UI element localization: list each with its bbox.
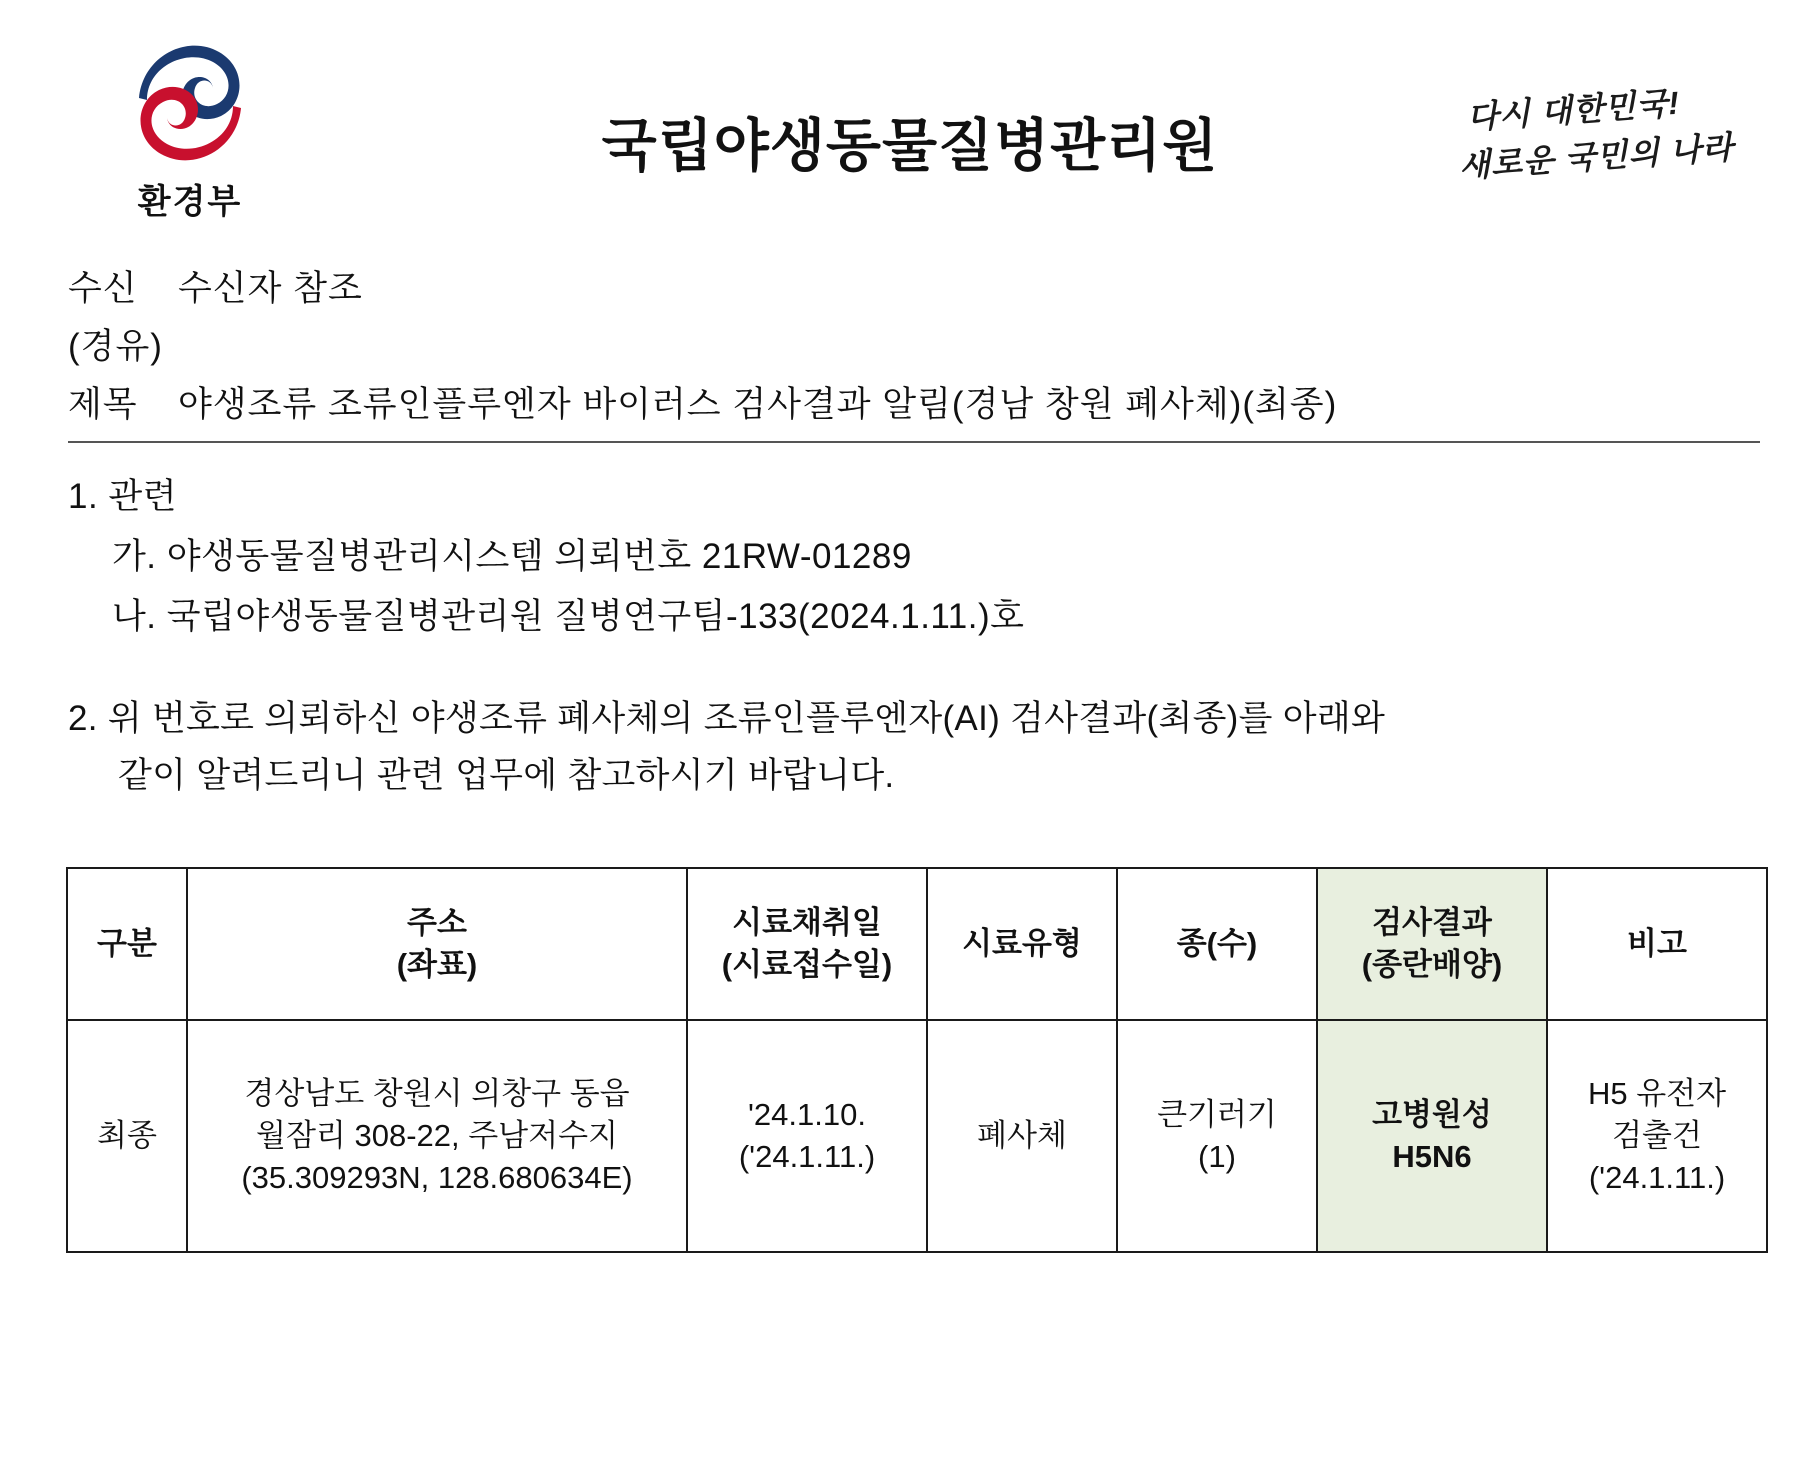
cell-address-line-1: 경상남도 창원시 의창구 동읍	[244, 1075, 630, 1111]
header-cell-species	[1117, 868, 1317, 1020]
subject-value: 야생조류 조류인플루엔자 바이러스 검사결과 알림(경남 창원 폐사체)(최종)	[178, 384, 1338, 424]
table-row	[67, 1020, 1767, 1252]
header-address-line-1: 주소	[407, 904, 467, 940]
body-item-1: 1. 관련	[68, 477, 178, 517]
document-body	[60, 469, 1760, 804]
slogan-line-1: 다시 대한민국!	[1465, 84, 1681, 136]
table-header-row	[67, 868, 1767, 1020]
slogan-line-2: 새로운 국민의 나라	[1457, 129, 1735, 185]
recipient-value: 수신자 참조	[178, 269, 363, 308]
body-item-2-line-1: 2. 위 번호로 의뢰하신 야생조류 폐사체의 조류인플루엔자(AI) 검사결과(최종)를 아래와	[68, 699, 1386, 739]
header-gubun-line-1: 구분	[97, 925, 157, 961]
cell-species	[1117, 1020, 1317, 1252]
cell-address	[187, 1020, 687, 1252]
recipient-label: 수신	[68, 269, 138, 308]
cell-result-pathogenicity: 고병원성	[1372, 1096, 1492, 1132]
ministry-name: 환경부	[137, 183, 243, 221]
header-cell-test-result	[1317, 868, 1547, 1020]
document-meta-block	[60, 260, 1760, 443]
document-header	[60, 0, 1760, 250]
header-cell-sampling-date	[687, 868, 927, 1020]
body-item-2-line-2: 같이 알려드리니 관련 업무에 참고하시기 바랍니다.	[118, 755, 895, 795]
cell-note-date: ('24.1.11.)	[1588, 1159, 1726, 1195]
header-date-line-1: 시료채취일	[732, 904, 882, 940]
test-result-table	[66, 867, 1768, 1253]
cell-sampling-date	[687, 1020, 927, 1252]
cell-address-coordinates: (35.309293N, 128.680634E)	[241, 1159, 633, 1195]
header-cell-sample-type	[927, 868, 1117, 1020]
cell-gubun: 최종	[67, 1020, 187, 1252]
header-species-line-1: 종(수)	[1176, 925, 1258, 961]
cell-species-name: 큰기러기	[1157, 1096, 1277, 1132]
cell-address-line-2: 월잠리 308-22, 주남저수지	[256, 1117, 618, 1153]
cell-reception-date-value: ('24.1.11.)	[738, 1138, 876, 1174]
subject-line	[68, 376, 1760, 434]
organization-title: 국립야생동물질병관리원	[601, 114, 1219, 178]
header-result-line-1: 검사결과	[1372, 904, 1492, 940]
body-item-2	[68, 691, 1760, 804]
body-item-1a: 가. 야생동물질병관리시스템 의뢰번호 21RW-01289	[112, 537, 912, 577]
header-note-line-1: 비고	[1627, 925, 1687, 961]
cell-note-line-1: H5 유전자	[1587, 1075, 1727, 1111]
header-date-line-2: (시료접수일)	[721, 946, 893, 982]
header-sample-type-line-1: 시료유형	[962, 925, 1082, 961]
government-slogan	[1442, 76, 1735, 188]
via-line: (경유)	[68, 326, 163, 366]
cell-species-count: (1)	[1198, 1138, 1236, 1174]
header-result-line-2: (종란배양)	[1361, 946, 1503, 982]
header-cell-address	[187, 868, 687, 1020]
header-divider	[68, 441, 1760, 443]
header-cell-gubun	[67, 868, 187, 1020]
header-address-line-2: (좌표)	[396, 946, 478, 982]
cell-sample-type: 폐사체	[927, 1020, 1117, 1252]
cell-result-subtype: H5N6	[1392, 1138, 1472, 1174]
body-item-1b: 나. 국립야생동물질병관리원 질병연구팀-133(2024.1.11.)호	[112, 597, 1025, 637]
subject-label: 제목	[68, 384, 138, 424]
header-cell-note	[1547, 868, 1767, 1020]
cell-note-line-2: 검출건	[1612, 1117, 1702, 1153]
cell-note	[1547, 1020, 1767, 1252]
recipient-line	[68, 260, 1760, 318]
cell-sampling-date-value: '24.1.10.	[748, 1096, 866, 1132]
cell-test-result	[1317, 1020, 1547, 1252]
